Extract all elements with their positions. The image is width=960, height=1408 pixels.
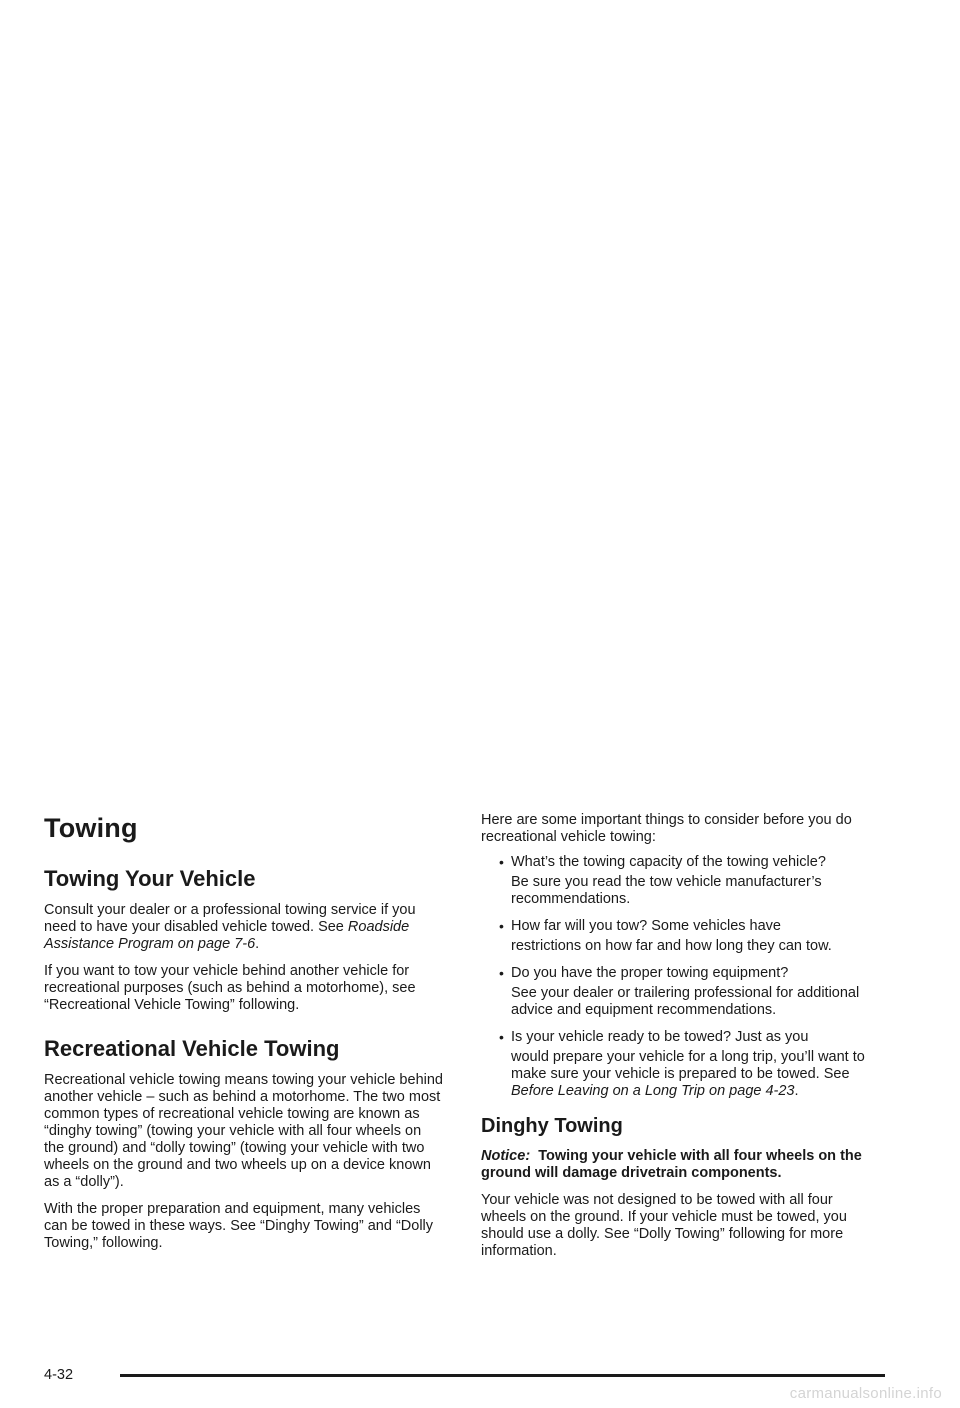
list-item-first-line: What’s the towing capacity of the towing vehicle? (511, 854, 826, 870)
chapter-title: Towing (44, 813, 138, 843)
list-item-first-line: How far will you tow? Some vehicles have (511, 918, 781, 934)
list-item-text: See your dealer or trailering professional for additional advice and equipment recommendations. (511, 985, 860, 1018)
watermark: carmanualsonline.info (789, 1385, 942, 1402)
list-item (481, 1029, 881, 1100)
notice-paragraph (481, 1148, 881, 1182)
list-item-first-line: Is your vehicle ready to be towed? Just as you (511, 1029, 809, 1045)
paragraph-consult-dealer (44, 902, 444, 953)
bullet-icon: • (499, 965, 504, 981)
paragraph-dinghy-not-designed: Your vehicle was not designed to be towed with all four wheels on the ground. If your vehicle must be towed, you should use a dolly. See “Dolly Towing” following for more information. (481, 1192, 847, 1259)
cross-reference-roadside-assistance[interactable]: Roadside Assistance Program on page 7-6 (44, 919, 410, 952)
footer-divider (120, 1374, 885, 1377)
paragraph-recreational-purposes: If you want to tow your vehicle behind another vehicle for recreational purposes (such as behind a motorhome), see “Recreational Vehicle Towing” following. (44, 963, 416, 1013)
cross-reference-before-leaving[interactable]: Before Leaving on a Long Trip on page 4-23 (511, 1083, 795, 1099)
bullet-icon: • (499, 854, 504, 870)
list-item-text: would prepare your vehicle for a long trip, you’ll want to make sure your vehicle is prepared to be towed. See (511, 1049, 865, 1082)
list-item-text: restrictions on how far and how long they can tow. (511, 938, 832, 954)
paragraph-end: . (255, 936, 260, 952)
considerations-list (481, 854, 881, 1100)
left-column (44, 812, 444, 1262)
list-item (481, 854, 881, 908)
list-item-first-line: Do you have the proper towing equipment? (511, 965, 789, 981)
section-heading-recreational-vehicle-towing: Recreational Vehicle Towing (44, 1036, 340, 1061)
list-item-end: . (794, 1083, 799, 1099)
list-item (481, 918, 881, 955)
bullet-icon: • (499, 1029, 504, 1045)
notice-text: Towing your vehicle with all four wheels on the ground will damage drivetrain components. (481, 1148, 862, 1181)
right-column (481, 812, 881, 1270)
paragraph-considerations-intro: Here are some important things to consider before you do recreational vehicle towing: (481, 812, 852, 845)
section-heading-towing-your-vehicle: Towing Your Vehicle (44, 866, 256, 891)
list-item-text: Be sure you read the tow vehicle manufacturer’s recommendations. (511, 874, 822, 907)
page-number: 4-32 (44, 1367, 74, 1383)
paragraph-proper-preparation: With the proper preparation and equipment, many vehicles can be towed in these ways. See “Dinghy Towing” and “Dolly Towing,” following. (44, 1201, 434, 1251)
list-item (481, 965, 881, 1019)
notice-label: Notice: (481, 1148, 531, 1164)
bullet-icon: • (499, 918, 504, 934)
paragraph-text: Consult your dealer or a professional towing service if you need to have your disabled vehicle towed. See (44, 902, 416, 935)
paragraph-rv-towing-definition: Recreational vehicle towing means towing your vehicle behind another vehicle – such as behind a motorhome. The two most common types of recreational vehicle towing are known as “dinghy towing” (towing your vehicle with all four wheels on the ground) and “dolly towing” (towing your vehicle with two wheels on the ground and two wheels up on a device known as a “dolly”). (44, 1072, 443, 1190)
section-heading-dinghy-towing: Dinghy Towing (481, 1115, 623, 1137)
